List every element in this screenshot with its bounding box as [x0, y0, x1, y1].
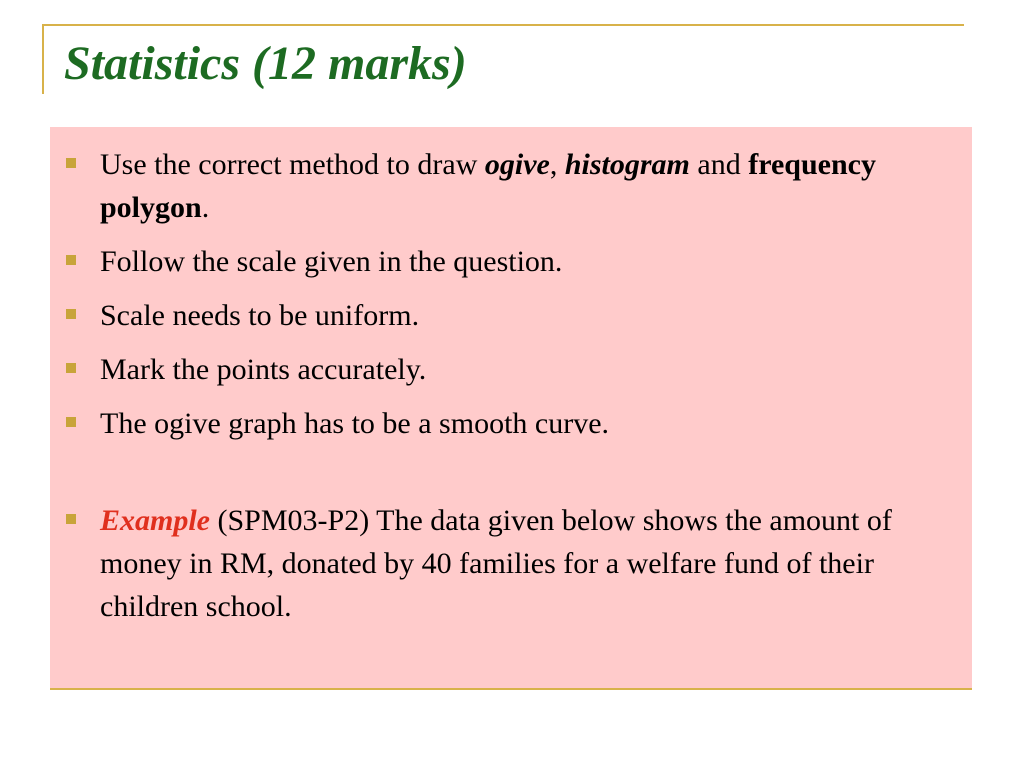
term-ogive: ogive	[484, 148, 550, 181]
bullet-item-smooth-curve	[100, 402, 932, 445]
square-bullet-icon	[66, 417, 76, 427]
title-left-rule	[42, 24, 44, 94]
bullet-text: Mark the points accurately.	[100, 353, 427, 386]
bullet-list	[100, 143, 932, 628]
bullet-item-example	[100, 499, 932, 628]
content-bottom-rule	[50, 688, 972, 690]
term-histogram: histogram	[564, 148, 690, 181]
example-text: (SPM03-P2) The data given below shows the amount of money in RM, donated by 40 families for a welfare fund of their children school.	[100, 504, 892, 623]
bullet-item-follow-scale	[100, 240, 932, 283]
bullet-text: ,	[549, 148, 565, 181]
bullet-text: Use the correct method to draw	[100, 148, 485, 181]
bullet-text: Scale needs to be uniform.	[100, 299, 420, 332]
square-bullet-icon	[66, 255, 76, 265]
bullet-text: and	[689, 148, 749, 181]
square-bullet-icon	[66, 158, 76, 168]
bullet-item-uniform-scale	[100, 294, 932, 337]
square-bullet-icon	[66, 309, 76, 319]
title-top-rule	[42, 24, 964, 26]
content-box	[50, 127, 972, 688]
bullet-item-draw-method	[100, 143, 932, 229]
bullet-item-mark-points	[100, 348, 932, 391]
slide-title: Statistics (12 marks)	[64, 37, 467, 90]
bullet-text: The ogive graph has to be a smooth curve.	[100, 407, 610, 440]
example-label: Example	[100, 504, 210, 537]
bullet-text: .	[201, 191, 210, 224]
square-bullet-icon	[66, 363, 76, 373]
square-bullet-icon	[66, 514, 76, 524]
term-frequency-polygon: frequency polygon	[100, 148, 876, 224]
bullet-text: Follow the scale given in the question.	[100, 245, 563, 278]
